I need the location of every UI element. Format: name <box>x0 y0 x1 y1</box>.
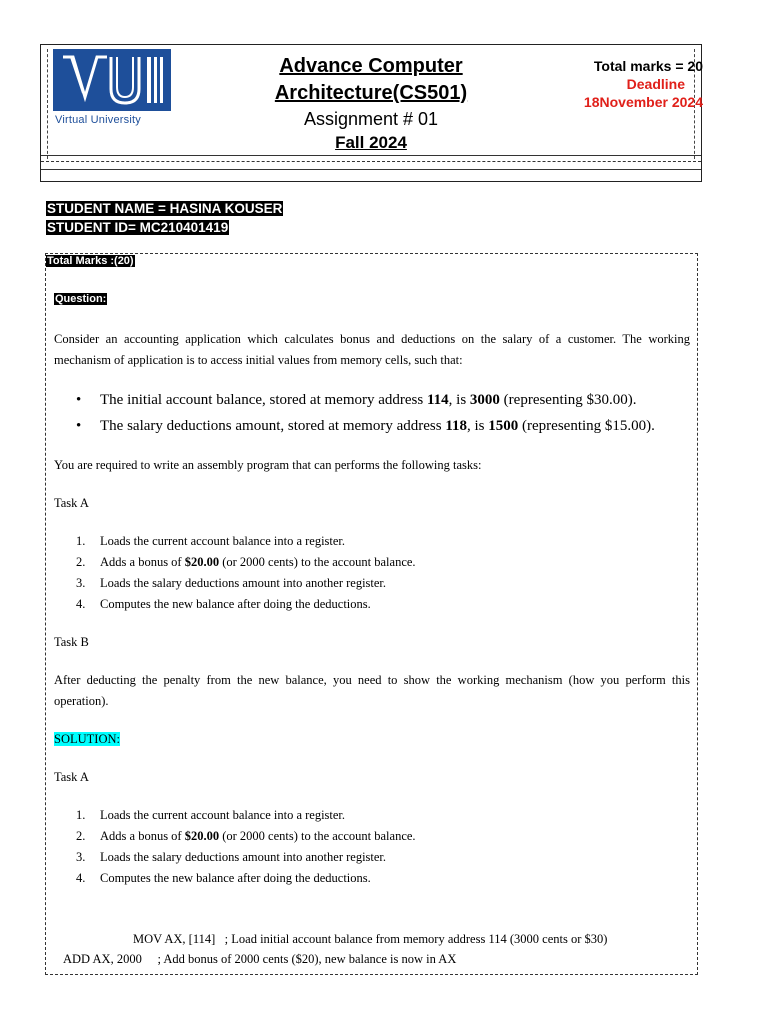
student-id: STUDENT ID= MC210401419 <box>47 220 229 235</box>
list-item: 2. Adds a bonus of $20.00 (or 2000 cents) to the account balance. <box>76 555 416 569</box>
marks-block <box>567 57 703 111</box>
task-b-text: After deducting the penalty from the new balance, you need to show the working mechanism (how you perform this operation). <box>54 673 690 708</box>
header-box <box>40 44 702 182</box>
student-info <box>46 199 283 237</box>
header-rule-bottom <box>41 169 701 170</box>
code-line-1: MOV AX, [114] ; Load initial account balance from memory address 114 (3000 cents or $30) <box>133 932 608 946</box>
deadline-label: Deadline <box>626 76 685 92</box>
vu-logo-icon <box>53 49 171 111</box>
vu-logo-mark <box>53 49 171 111</box>
task-a-heading: Task A <box>54 496 89 510</box>
header-dashed-rule <box>41 161 701 162</box>
task-b-heading: Task B <box>54 635 89 649</box>
required-text: You are required to write an assembly program that can performs the following tasks: <box>54 458 482 472</box>
solution-label: SOLUTION: <box>54 732 120 746</box>
code-line-2: ADD AX, 2000 ; Add bonus of 2000 cents ($20), new balance is now in AX <box>63 952 457 966</box>
list-item: 1. Loads the current account balance into a register. <box>76 808 346 822</box>
total-marks: Total marks = 20 <box>593 58 703 74</box>
list-item: 2. Adds a bonus of $20.00 (or 2000 cents) to the account balance. <box>76 829 416 843</box>
list-item: 3. Loads the salary deductions amount into another register. <box>76 850 387 864</box>
list-item: • The initial account balance, stored at memory address 114, is 3000 (representing $30.00). <box>76 387 676 413</box>
course-title-line1: Advance Computer <box>279 55 463 77</box>
task-a-list <box>76 531 676 615</box>
list-item: 3. Loads the salary deductions amount into another register. <box>76 576 387 590</box>
list-item: • The salary deductions amount, stored at memory address 118, is 1500 (representing $15.00). <box>76 413 676 439</box>
semester: Fall 2024 <box>335 133 407 152</box>
university-logo <box>53 49 171 127</box>
solution-task-a-heading: Task A <box>54 770 89 784</box>
assignment-number: Assignment # 01 <box>303 109 439 129</box>
header-rule-top <box>41 155 701 156</box>
logo-caption: Virtual University <box>55 114 141 126</box>
content-box <box>45 253 698 975</box>
list-item: 4. Computes the new balance after doing the deductions. <box>76 871 371 885</box>
total-marks-label: Total Marks :(20) <box>47 255 134 267</box>
course-title-line2: Architecture(CS501) <box>274 82 468 104</box>
header-dash-left <box>47 49 48 159</box>
title-block <box>241 53 501 154</box>
question-intro: Consider an accounting application which calculates bonus and deductions on the salary of a customer. The working mechanism of application is to access initial values from memory cells, such that: <box>54 332 690 367</box>
list-item: 1. Loads the current account balance into a register. <box>76 534 346 548</box>
solution-heading <box>54 729 690 750</box>
solution-task-list <box>76 805 676 889</box>
question-label: Question: <box>55 293 107 305</box>
memory-values-list <box>76 387 676 439</box>
deadline-date: 18November 2024 <box>583 94 703 110</box>
list-item: 4. Computes the new balance after doing the deductions. <box>76 597 371 611</box>
student-name: STUDENT NAME = HASINA KOUSER <box>47 201 283 216</box>
